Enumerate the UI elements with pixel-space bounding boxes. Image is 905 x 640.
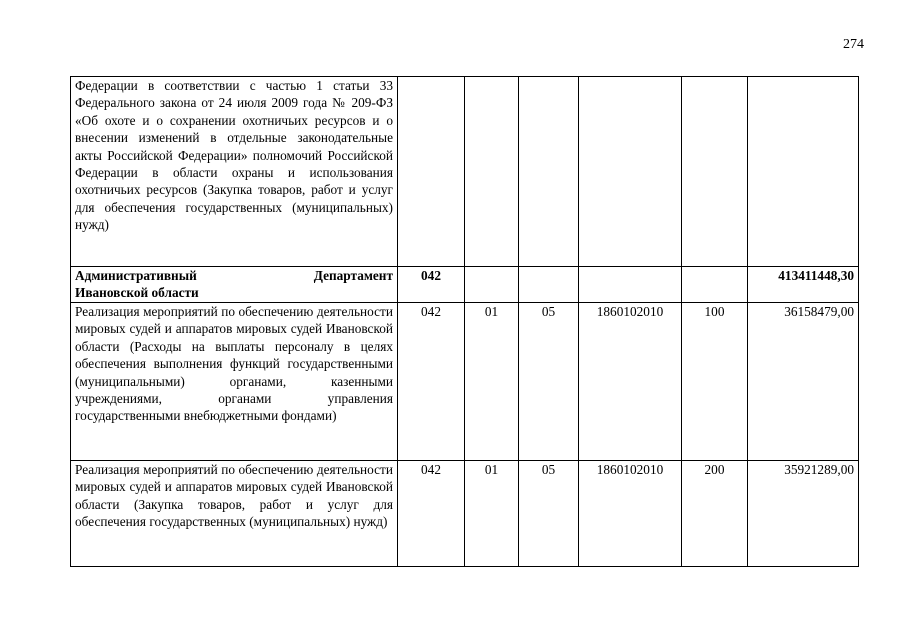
target-article-code: 1860102010: [579, 461, 682, 567]
ministry-code: [398, 77, 465, 267]
table-row: [71, 77, 859, 267]
page-number: 274: [843, 37, 864, 52]
target-article-code: 1860102010: [579, 303, 682, 461]
ministry-code: 042: [398, 461, 465, 567]
row-description: Федерации в соответствии с частью 1 статьи 33 Федерального закона от 24 июля 2009 года № 209-ФЗ «Об охоте и о сохранении охотничьих ресурсов и о внесении изменений в отдельные законодательные акты Российской Федерации» полномочий Российской Федерации в области охраны и использования охотничьих ресурсов (Закупка товаров, работ и услуг для обеспечения государственных (муниципальных) нужд): [71, 77, 398, 267]
target-article-code: [579, 77, 682, 267]
ministry-code: 042: [398, 303, 465, 461]
section-code: [465, 77, 519, 267]
row-description: Реализация мероприятий по обеспечению деятельности мировых судей и аппаратов мировых судей Ивановской области (Расходы на выплаты персоналу в целях обеспечения выполнения функций государственными (муниципальными) органами, казенными учреждениями, органами управления государственными внебюджетными фондами): [71, 303, 398, 461]
description-line-2: Ивановской области: [75, 285, 199, 301]
row-description: Реализация мероприятий по обеспечению деятельности мировых судей и аппаратов мировых судей Ивановской области (Закупка товаров, работ и услуг для обеспечения государственных (муниципальных) нужд): [71, 461, 398, 567]
amount: 413411448,30: [748, 267, 859, 303]
section-code: 01: [465, 303, 519, 461]
amount: 35921289,00: [748, 461, 859, 567]
row-description: [71, 267, 398, 303]
expense-type-code: [682, 267, 748, 303]
target-article-code: [579, 267, 682, 303]
subsection-code: [519, 77, 579, 267]
budget-table: [70, 76, 859, 567]
amount: [748, 77, 859, 267]
section-code: [465, 267, 519, 303]
table-row: [71, 461, 859, 567]
amount: 36158479,00: [748, 303, 859, 461]
subsection-code: 05: [519, 303, 579, 461]
subsection-code: [519, 267, 579, 303]
ministry-code: 042: [398, 267, 465, 303]
expense-type-code: [682, 77, 748, 267]
section-code: 01: [465, 461, 519, 567]
expense-type-code: 100: [682, 303, 748, 461]
description-line-1: Административный Департамент: [75, 268, 393, 283]
subsection-code: 05: [519, 461, 579, 567]
expense-type-code: 200: [682, 461, 748, 567]
table-row: [71, 303, 859, 461]
table-row: [71, 267, 859, 303]
